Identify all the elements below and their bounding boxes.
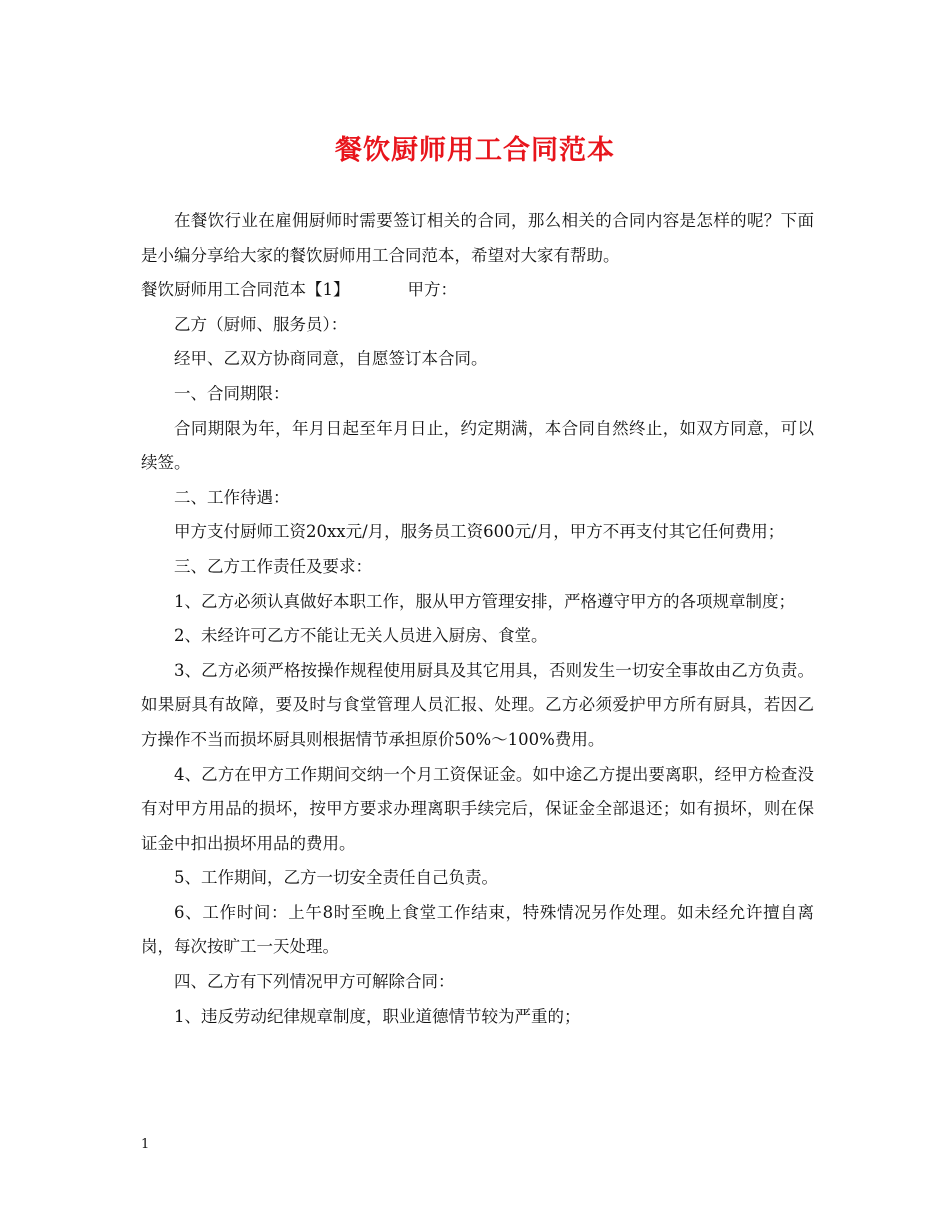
party-a-label: 甲方：: [407, 280, 457, 300]
document-body: [141, 204, 814, 1034]
paragraph: 1、乙方必须认真做好本职工作，服从甲方管理安排，严格遵守甲方的各项规章制度；: [174, 591, 795, 611]
section-heading: 三、乙方工作责任及要求：: [174, 556, 372, 576]
paragraph: 6、工作时间：上午8时至晚上食堂工作结束，特殊情况另作处理。如未经允许擅自离岗，每次按旷工一天处理。: [141, 902, 814, 957]
section-heading: 二、工作待遇：: [174, 487, 290, 507]
page-number: 1: [141, 1137, 150, 1152]
paragraph: 乙方（厨师、服务员）：: [174, 314, 348, 334]
paragraph: 2、未经许可乙方不能让无关人员进入厨房、食堂。: [174, 626, 548, 646]
paragraph: 经甲、乙双方协商同意，自愿签订本合同。: [174, 349, 488, 369]
contract-heading: 餐饮厨师用工合同范本【1】: [141, 280, 350, 300]
paragraph: 甲方支付厨师工资20xx元/月，服务员工资600元/月，甲方不再支付其它任何费用；: [174, 522, 785, 542]
contract-heading-line: [141, 273, 814, 308]
intro-paragraph: 在餐饮行业在雇佣厨师时需要签订相关的合同，那么相关的合同内容是怎样的呢？下面是小编分享给大家的餐饮厨师用工合同范本，希望对大家有帮助。: [141, 211, 814, 265]
section-heading: 四、乙方有下列情况甲方可解除合同：: [174, 972, 455, 992]
paragraph: 4、乙方在甲方工作期间交纳一个月工资保证金。如中途乙方提出要离职，经甲方检查没有对甲方用品的损坏，按甲方要求办理离职手续完后，保证金全部退还；如有损坏，则在保证金中扣出损坏用品的费用。: [141, 764, 814, 853]
paragraph: 3、乙方必须严格按操作规程使用厨具及其它用具，否则发生一切安全事故由乙方负责。如果厨具有故障，要及时与食堂管理人员汇报、处理。乙方必须爱护甲方所有厨具，若因乙方操作不当而损坏厨具则根据情节承担原价50%～100%费用。: [141, 660, 814, 749]
document-title: 餐饮厨师用工合同范本: [335, 135, 615, 166]
section-heading: 一、合同期限：: [174, 383, 290, 403]
paragraph: 1、违反劳动纪律规章制度，职业道德情节较为严重的；: [174, 1006, 581, 1026]
paragraph: 合同期限为年，年月日起至年月日止，约定期满，本合同自然终止，如双方同意，可以续签。: [141, 418, 814, 473]
paragraph: 5、工作期间，乙方一切安全责任自己负责。: [174, 868, 498, 888]
